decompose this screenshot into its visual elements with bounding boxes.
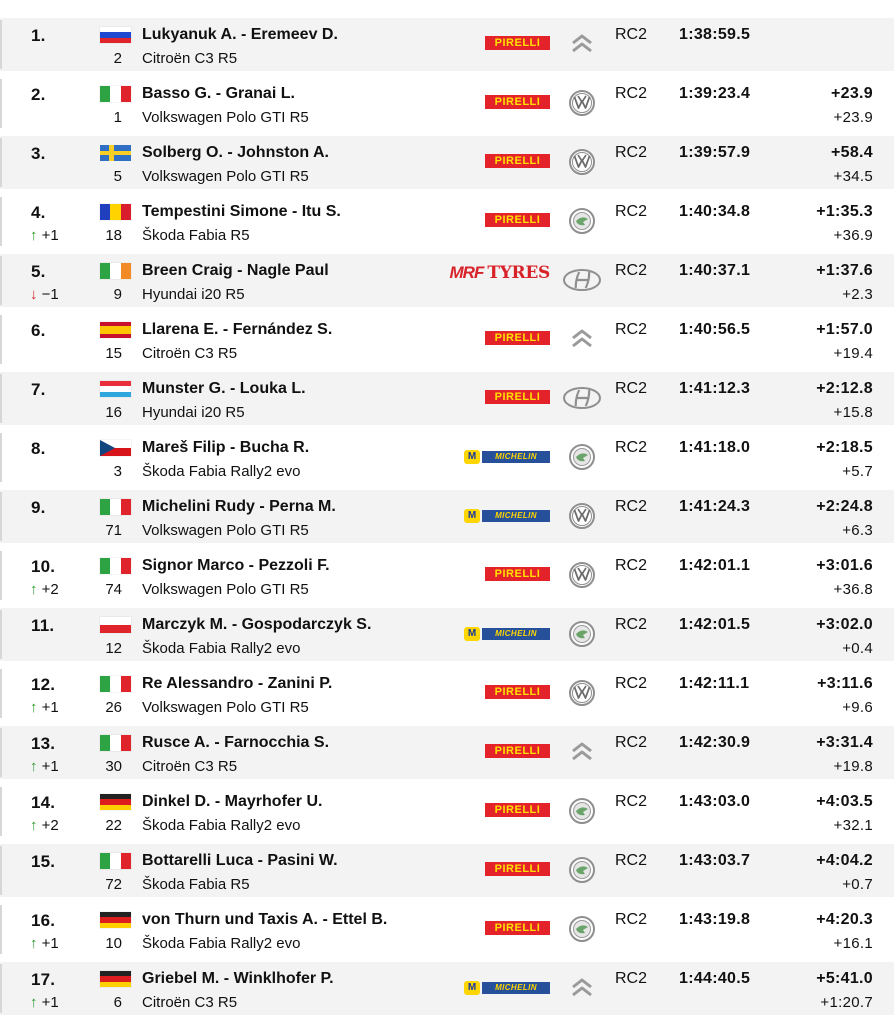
pirelli-logo: PIRELLI bbox=[485, 36, 550, 50]
italy-flag-icon bbox=[100, 735, 131, 751]
ireland-flag-icon bbox=[100, 263, 131, 279]
arrow-down-icon: ↓ bbox=[30, 286, 38, 303]
gap-to-leader: +3:31.4 bbox=[816, 734, 873, 751]
position: 2. bbox=[31, 85, 46, 104]
crew-names[interactable]: Tempestini Simone - Itu S. bbox=[142, 203, 341, 220]
crew-names[interactable]: von Thurn und Taxis A. - Ettel B. bbox=[142, 911, 388, 928]
gap-to-previous: +0.4 bbox=[842, 640, 873, 657]
romania-flag-icon bbox=[100, 204, 131, 220]
total-time: 1:43:03.0 bbox=[679, 793, 751, 810]
skoda-icon bbox=[562, 914, 602, 944]
total-time: 1:40:37.1 bbox=[679, 262, 751, 279]
gap-to-leader: +3:01.6 bbox=[816, 557, 873, 574]
total-time: 1:42:01.5 bbox=[679, 616, 751, 633]
total-time: 1:41:24.3 bbox=[679, 498, 751, 515]
result-row[interactable] bbox=[0, 962, 894, 1015]
volkswagen-icon bbox=[562, 560, 602, 590]
car-number: 18 bbox=[105, 227, 122, 244]
russia-flag-icon bbox=[100, 27, 131, 43]
gap-to-leader: +1:57.0 bbox=[816, 321, 873, 338]
czech-flag-icon bbox=[100, 440, 131, 456]
arrow-up-icon: ↑ bbox=[30, 817, 38, 834]
total-time: 1:38:59.5 bbox=[679, 26, 751, 43]
crew-names[interactable]: Basso G. - Granai L. bbox=[142, 85, 295, 102]
gap-to-previous: +5.7 bbox=[842, 463, 873, 480]
gap-to-previous: +32.1 bbox=[833, 817, 873, 834]
result-row[interactable] bbox=[0, 785, 894, 838]
volkswagen-icon bbox=[562, 501, 602, 531]
michelin-wordmark: MICHELIN bbox=[482, 628, 550, 640]
arrow-up-icon: ↑ bbox=[30, 581, 38, 598]
gap-to-leader: +23.9 bbox=[831, 85, 873, 102]
car-number: 22 bbox=[105, 817, 122, 834]
position: 14. bbox=[31, 793, 56, 812]
crew-names[interactable]: Solberg O. - Johnston A. bbox=[142, 144, 329, 161]
car-model: Škoda Fabia Rally2 evo bbox=[142, 817, 301, 834]
pirelli-tyre-logo bbox=[485, 916, 550, 936]
skoda-icon bbox=[562, 796, 602, 826]
volkswagen-icon bbox=[562, 678, 602, 708]
italy-flag-icon bbox=[100, 676, 131, 692]
class-label: RC2 bbox=[615, 498, 648, 515]
position-change bbox=[30, 758, 59, 775]
germany-flag-icon bbox=[100, 971, 131, 987]
position-change-value: +1 bbox=[37, 758, 59, 775]
class-label: RC2 bbox=[615, 380, 648, 397]
pirelli-logo: PIRELLI bbox=[485, 803, 550, 817]
skoda-icon bbox=[562, 442, 602, 472]
car-number: 5 bbox=[113, 168, 122, 185]
skoda-icon bbox=[562, 206, 602, 236]
michelin-man-icon: M bbox=[464, 627, 480, 641]
result-row[interactable] bbox=[0, 136, 894, 189]
position: 13. bbox=[31, 734, 56, 753]
position-change bbox=[30, 286, 59, 303]
class-label: RC2 bbox=[615, 616, 648, 633]
gap-to-leader: +3:11.6 bbox=[817, 675, 873, 692]
gap-to-previous: +0.7 bbox=[842, 876, 873, 893]
gap-to-previous: +15.8 bbox=[833, 404, 873, 421]
michelin-man-icon: M bbox=[464, 509, 480, 523]
position-change-value: +2 bbox=[37, 581, 59, 598]
result-row[interactable] bbox=[0, 254, 894, 307]
pirelli-logo: PIRELLI bbox=[485, 213, 550, 227]
arrow-up-icon: ↑ bbox=[30, 758, 38, 775]
pirelli-tyre-logo bbox=[485, 326, 550, 346]
crew-names[interactable]: Dinkel D. - Mayrhofer U. bbox=[142, 793, 323, 810]
class-label: RC2 bbox=[615, 26, 648, 43]
gap-to-previous: +19.8 bbox=[833, 758, 873, 775]
volkswagen-icon bbox=[562, 88, 602, 118]
gap-to-previous: +36.8 bbox=[833, 581, 873, 598]
class-label: RC2 bbox=[615, 203, 648, 220]
gap-to-previous: +34.5 bbox=[833, 168, 873, 185]
car-model: Citroën C3 R5 bbox=[142, 345, 238, 362]
michelin-tyre-logo bbox=[464, 503, 550, 523]
position-change-value: −1 bbox=[37, 286, 59, 303]
car-model: Volkswagen Polo GTI R5 bbox=[142, 168, 309, 185]
result-row[interactable] bbox=[0, 195, 894, 248]
italy-flag-icon bbox=[100, 86, 131, 102]
result-row[interactable] bbox=[0, 903, 894, 956]
pirelli-logo: PIRELLI bbox=[485, 95, 550, 109]
car-number: 10 bbox=[105, 935, 122, 952]
position-change-value: +1 bbox=[37, 994, 59, 1011]
pirelli-tyre-logo bbox=[485, 798, 550, 818]
gap-to-leader: +4:04.2 bbox=[816, 852, 873, 869]
car-model: Volkswagen Polo GTI R5 bbox=[142, 522, 309, 539]
position: 15. bbox=[31, 852, 56, 871]
position-change-value: +1 bbox=[37, 699, 59, 716]
gap-to-previous: +2.3 bbox=[842, 286, 873, 303]
italy-flag-icon bbox=[100, 558, 131, 574]
sweden-flag-icon bbox=[100, 145, 131, 161]
crew-names[interactable]: Griebel M. - Winklhofer P. bbox=[142, 970, 334, 987]
position: 6. bbox=[31, 321, 46, 340]
result-row[interactable] bbox=[0, 77, 894, 130]
position-change-value: +2 bbox=[37, 817, 59, 834]
result-row[interactable] bbox=[0, 490, 894, 543]
position: 5. bbox=[31, 262, 46, 281]
hyundai-icon bbox=[562, 265, 602, 295]
total-time: 1:42:11.1 bbox=[679, 675, 750, 692]
car-number: 72 bbox=[105, 876, 122, 893]
michelin-wordmark: MICHELIN bbox=[482, 510, 550, 522]
total-time: 1:43:19.8 bbox=[679, 911, 751, 928]
skoda-icon bbox=[562, 855, 602, 885]
gap-to-previous: +19.4 bbox=[833, 345, 873, 362]
gap-to-leader: +58.4 bbox=[831, 144, 873, 161]
total-time: 1:44:40.5 bbox=[679, 970, 751, 987]
michelin-logo bbox=[464, 450, 550, 464]
pirelli-tyre-logo bbox=[485, 562, 550, 582]
gap-to-leader: +3:02.0 bbox=[816, 616, 873, 633]
mrf-logo-mark: MRF bbox=[449, 263, 484, 282]
crew-names[interactable]: Bottarelli Luca - Pasini W. bbox=[142, 852, 338, 869]
citroen-icon bbox=[562, 737, 602, 767]
luxembourg-flag-icon bbox=[100, 381, 131, 397]
crew-names[interactable]: Llarena E. - Fernández S. bbox=[142, 321, 333, 338]
crew-names[interactable]: Michelini Rudy - Perna M. bbox=[142, 498, 336, 515]
position: 17. bbox=[31, 970, 56, 989]
results-table bbox=[0, 18, 894, 1021]
gap-to-previous: +36.9 bbox=[833, 227, 873, 244]
pirelli-tyre-logo bbox=[485, 90, 550, 110]
mrf-wordmark: TYRES bbox=[487, 263, 550, 283]
position: 9. bbox=[31, 498, 46, 517]
position-change bbox=[30, 935, 59, 952]
result-row[interactable] bbox=[0, 313, 894, 366]
class-label: RC2 bbox=[615, 262, 648, 279]
pirelli-tyre-logo bbox=[485, 208, 550, 228]
crew-names[interactable]: Munster G. - Louka L. bbox=[142, 380, 306, 397]
car-model: Citroën C3 R5 bbox=[142, 758, 238, 775]
car-number: 15 bbox=[105, 345, 122, 362]
spain-flag-icon bbox=[100, 322, 131, 338]
crew-names[interactable]: Lukyanuk A. - Eremeev D. bbox=[142, 26, 338, 43]
position: 3. bbox=[31, 144, 46, 163]
gap-to-leader: +1:35.3 bbox=[816, 203, 873, 220]
michelin-man-icon: M bbox=[464, 450, 480, 464]
gap-to-leader: +2:18.5 bbox=[816, 439, 873, 456]
pirelli-logo: PIRELLI bbox=[485, 685, 550, 699]
class-label: RC2 bbox=[615, 439, 648, 456]
position-change bbox=[30, 699, 59, 716]
result-row[interactable] bbox=[0, 372, 894, 425]
position-change bbox=[30, 581, 59, 598]
pirelli-tyre-logo bbox=[485, 385, 550, 405]
result-row[interactable] bbox=[0, 667, 894, 720]
pirelli-tyre-logo bbox=[485, 680, 550, 700]
car-model: Volkswagen Polo GTI R5 bbox=[142, 109, 309, 126]
result-row[interactable] bbox=[0, 726, 894, 779]
crew-names[interactable]: Mareš Filip - Bucha R. bbox=[142, 439, 310, 456]
italy-flag-icon bbox=[100, 853, 131, 869]
michelin-tyre-logo bbox=[464, 621, 550, 641]
car-model: Hyundai i20 R5 bbox=[142, 404, 245, 421]
car-model: Hyundai i20 R5 bbox=[142, 286, 245, 303]
car-number: 71 bbox=[105, 522, 122, 539]
car-number: 6 bbox=[113, 994, 122, 1011]
total-time: 1:41:18.0 bbox=[679, 439, 751, 456]
hyundai-icon bbox=[562, 383, 602, 413]
class-label: RC2 bbox=[615, 852, 648, 869]
car-number: 26 bbox=[105, 699, 122, 716]
pirelli-tyre-logo bbox=[485, 149, 550, 169]
michelin-tyre-logo bbox=[464, 444, 550, 464]
position: 12. bbox=[31, 675, 56, 694]
gap-to-previous: +9.6 bbox=[842, 699, 873, 716]
total-time: 1:42:01.1 bbox=[679, 557, 751, 574]
pirelli-logo: PIRELLI bbox=[485, 567, 550, 581]
total-time: 1:39:23.4 bbox=[679, 85, 751, 102]
result-row[interactable] bbox=[0, 18, 894, 71]
citroen-icon bbox=[562, 973, 602, 1003]
gap-to-leader: +1:37.6 bbox=[816, 262, 873, 279]
crew-names[interactable]: Marczyk M. - Gospodarczyk S. bbox=[142, 616, 372, 633]
car-number: 16 bbox=[105, 404, 122, 421]
michelin-logo bbox=[464, 509, 550, 523]
car-model: Škoda Fabia R5 bbox=[142, 227, 250, 244]
total-time: 1:42:30.9 bbox=[679, 734, 751, 751]
pirelli-logo: PIRELLI bbox=[485, 862, 550, 876]
pirelli-tyre-logo bbox=[485, 739, 550, 759]
germany-flag-icon bbox=[100, 794, 131, 810]
car-model: Škoda Fabia Rally2 evo bbox=[142, 463, 301, 480]
gap-to-previous: +1:20.7 bbox=[820, 994, 873, 1011]
mrf-logo bbox=[450, 263, 550, 283]
car-number: 9 bbox=[113, 286, 122, 303]
italy-flag-icon bbox=[100, 499, 131, 515]
car-number: 3 bbox=[113, 463, 122, 480]
arrow-up-icon: ↑ bbox=[30, 227, 38, 244]
class-label: RC2 bbox=[615, 793, 648, 810]
pirelli-logo: PIRELLI bbox=[485, 921, 550, 935]
poland-flag-icon bbox=[100, 617, 131, 633]
michelin-wordmark: MICHELIN bbox=[482, 982, 550, 994]
total-time: 1:40:34.8 bbox=[679, 203, 751, 220]
car-number: 12 bbox=[105, 640, 122, 657]
position: 8. bbox=[31, 439, 46, 458]
total-time: 1:39:57.9 bbox=[679, 144, 751, 161]
car-model: Volkswagen Polo GTI R5 bbox=[142, 581, 309, 598]
car-number: 2 bbox=[113, 50, 122, 67]
michelin-man-icon: M bbox=[464, 981, 480, 995]
citroen-icon bbox=[562, 324, 602, 354]
gap-to-leader: +2:12.8 bbox=[816, 380, 873, 397]
car-number: 74 bbox=[105, 581, 122, 598]
class-label: RC2 bbox=[615, 321, 648, 338]
pirelli-logo: PIRELLI bbox=[485, 390, 550, 404]
pirelli-tyre-logo bbox=[485, 31, 550, 51]
class-label: RC2 bbox=[615, 557, 648, 574]
position: 1. bbox=[31, 26, 46, 45]
position-change-value: +1 bbox=[37, 935, 59, 952]
citroen-icon bbox=[562, 29, 602, 59]
mrf-tyre-logo bbox=[450, 263, 550, 283]
gap-to-leader: +2:24.8 bbox=[816, 498, 873, 515]
result-row[interactable] bbox=[0, 844, 894, 897]
position-change-value: +1 bbox=[37, 227, 59, 244]
position-change bbox=[30, 817, 59, 834]
gap-to-previous: +16.1 bbox=[833, 935, 873, 952]
arrow-up-icon: ↑ bbox=[30, 994, 38, 1011]
position: 16. bbox=[31, 911, 56, 930]
class-label: RC2 bbox=[615, 970, 648, 987]
pirelli-logo: PIRELLI bbox=[485, 154, 550, 168]
class-label: RC2 bbox=[615, 675, 648, 692]
car-model: Citroën C3 R5 bbox=[142, 994, 238, 1011]
pirelli-logo: PIRELLI bbox=[485, 744, 550, 758]
arrow-up-icon: ↑ bbox=[30, 935, 38, 952]
pirelli-logo: PIRELLI bbox=[485, 331, 550, 345]
class-label: RC2 bbox=[615, 734, 648, 751]
position: 4. bbox=[31, 203, 46, 222]
car-model: Volkswagen Polo GTI R5 bbox=[142, 699, 309, 716]
car-model: Škoda Fabia R5 bbox=[142, 876, 250, 893]
total-time: 1:40:56.5 bbox=[679, 321, 751, 338]
result-row[interactable] bbox=[0, 608, 894, 661]
class-label: RC2 bbox=[615, 144, 648, 161]
volkswagen-icon bbox=[562, 147, 602, 177]
car-model: Škoda Fabia Rally2 evo bbox=[142, 935, 301, 952]
crew-names[interactable]: Breen Craig - Nagle Paul bbox=[142, 262, 329, 279]
gap-to-leader: +5:41.0 bbox=[816, 970, 873, 987]
michelin-logo bbox=[464, 627, 550, 641]
result-row[interactable] bbox=[0, 431, 894, 484]
germany-flag-icon bbox=[100, 912, 131, 928]
michelin-wordmark: MICHELIN bbox=[482, 451, 550, 463]
michelin-tyre-logo bbox=[464, 975, 550, 995]
position-change bbox=[30, 227, 59, 244]
gap-to-leader: +4:20.3 bbox=[816, 911, 873, 928]
crew-names[interactable]: Rusce A. - Farnocchia S. bbox=[142, 734, 330, 751]
position-change bbox=[30, 994, 59, 1011]
gap-to-previous: +23.9 bbox=[833, 109, 873, 126]
skoda-icon bbox=[562, 619, 602, 649]
position: 10. bbox=[31, 557, 56, 576]
gap-to-previous: +6.3 bbox=[842, 522, 873, 539]
pirelli-tyre-logo bbox=[485, 857, 550, 877]
position: 7. bbox=[31, 380, 46, 399]
position: 11. bbox=[31, 616, 55, 635]
car-model: Škoda Fabia Rally2 evo bbox=[142, 640, 301, 657]
class-label: RC2 bbox=[615, 911, 648, 928]
crew-names[interactable]: Signor Marco - Pezzoli F. bbox=[142, 557, 330, 574]
gap-to-leader: +4:03.5 bbox=[816, 793, 873, 810]
class-label: RC2 bbox=[615, 85, 648, 102]
michelin-logo bbox=[464, 981, 550, 995]
car-model: Citroën C3 R5 bbox=[142, 50, 238, 67]
total-time: 1:41:12.3 bbox=[679, 380, 751, 397]
crew-names[interactable]: Re Alessandro - Zanini P. bbox=[142, 675, 333, 692]
car-number: 30 bbox=[105, 758, 122, 775]
total-time: 1:43:03.7 bbox=[679, 852, 751, 869]
result-row[interactable] bbox=[0, 549, 894, 602]
car-number: 1 bbox=[113, 109, 122, 126]
arrow-up-icon: ↑ bbox=[30, 699, 38, 716]
